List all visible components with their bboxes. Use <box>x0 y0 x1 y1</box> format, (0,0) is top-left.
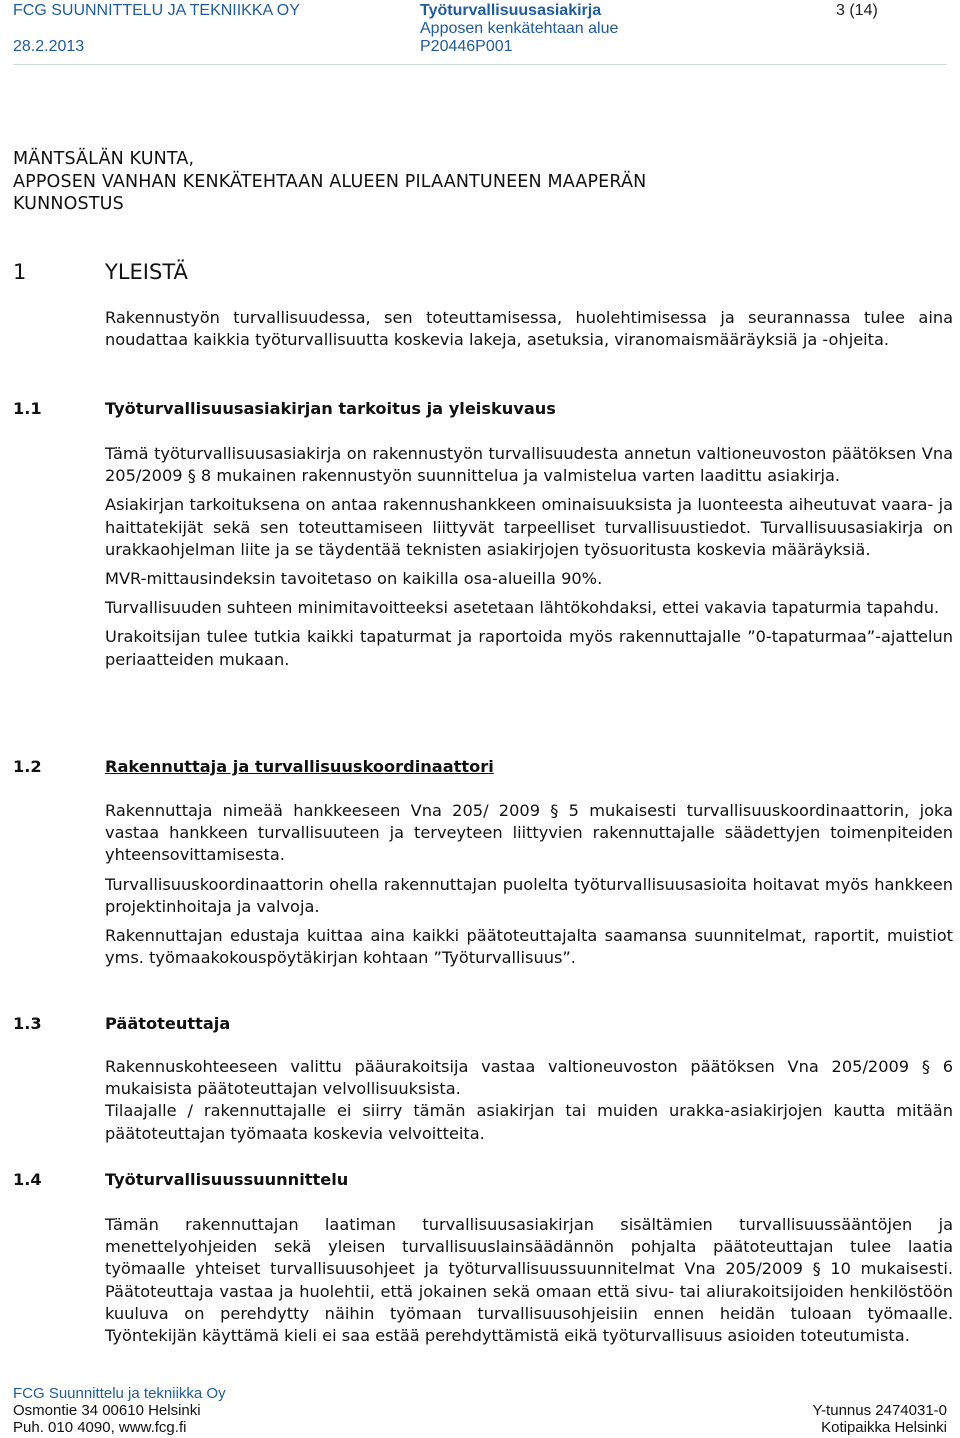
section-1-3-body <box>105 1056 953 1152</box>
paragraph: Turvallisuuskoordinaattorin ohella rakennuttajan puolelta työturvallisuusasioita hoitavat myös hankkeen projektinhoitaja ja valvoja. <box>105 874 953 916</box>
footer-company: FCG Suunnittelu ja tekniikka Oy <box>13 1385 226 1402</box>
header-project: Apposen kenkätehtaan alue <box>420 20 619 37</box>
section-1-2-body <box>105 800 953 976</box>
title-line: KUNNOSTUS <box>13 194 124 214</box>
section-title: YLEISTÄ <box>105 260 188 284</box>
section-number: 1 <box>13 260 27 284</box>
section-1-1-heading <box>13 399 556 419</box>
paragraph: Rakennuskohteeseen valittu pääurakoitsija vastaa valtioneuvoston päätöksen Vna 205/2009 § 6 mukaisista päätoteuttajan velvollisuuksista. <box>105 1057 953 1099</box>
section-number: 1.1 <box>13 399 42 418</box>
header-company: FCG SUUNNITTELU JA TEKNIIKKA OY <box>13 2 300 19</box>
section-1-4-heading <box>13 1170 348 1190</box>
header-doc-type: Työturvallisuusasiakirja <box>420 2 602 19</box>
section-1-4-body <box>105 1214 953 1354</box>
paragraph: Tilaajalle / rakennuttajalle ei siirry tämän asiakirjan tai muiden urakka-asiakirjojen kautta mitään päätoteuttajan työmaata koskevia velvoitteita. <box>105 1101 953 1143</box>
header-divider <box>13 64 947 65</box>
paragraph: Turvallisuuden suhteen minimitavoitteeksi asetetaan lähtökohdaksi, ettei vakavia tapaturmia tapahdu. <box>105 598 940 618</box>
paragraph: Asiakirjan tarkoituksena on antaa rakennushankkeen ominaisuuksista ja luonteesta aiheutuvat vaara- ja haittatekijät sekä sen toteuttamiseen liittyvät tarpeelliset turvallisuustiedot. Turvallisuusasiakirja on urakkaohjelman liite ja se täydentää teknisten asiakirjojen työsuoritusta koskevia määräyksiä. <box>105 495 953 559</box>
paragraph: Urakoitsijan tulee tutkia kaikki tapaturmat ja raportoida myös rakennuttajalle ”0-tapaturmaa”-ajattelun periaatteiden mukaan. <box>105 627 953 669</box>
section-1-1-body <box>105 443 953 678</box>
section-1-3-heading <box>13 1014 230 1034</box>
section-1-2-heading <box>13 757 494 777</box>
paragraph: MVR-mittausindeksin tavoitetaso on kaikilla osa-alueilla 90%. <box>105 569 603 589</box>
footer-contact: Puh. 010 4090, www.fcg.fi <box>13 1419 187 1436</box>
header-date: 28.2.2013 <box>13 38 85 55</box>
section-number: 1.4 <box>13 1170 42 1189</box>
footer-domicile: Kotipaikka Helsinki <box>821 1419 947 1436</box>
section-title: Työturvallisuussuunnittelu <box>105 1170 349 1189</box>
footer-business-id: Y-tunnus 2474031-0 <box>812 1402 947 1419</box>
section-1-heading <box>13 259 188 285</box>
paragraph: Rakennuttaja nimeää hankkeeseen Vna 205/ 2009 § 5 mukaisesti turvallisuuskoordinaattorin, joka vastaa hankkeen turvallisuuteen ja terveyteen liittyvien rakennuttajalle säädettyjen toimenpiteiden yhteensovittamisesta. <box>105 801 953 865</box>
header-page-number: 3 (14) <box>836 2 878 19</box>
section-title: Työturvallisuusasiakirjan tarkoitus ja yleiskuvaus <box>105 399 556 418</box>
section-number: 1.3 <box>13 1014 42 1033</box>
section-1-body <box>105 307 953 358</box>
document-title <box>13 148 646 216</box>
section-title: Päätoteuttaja <box>105 1014 231 1033</box>
header-project-code: P20446P001 <box>420 38 513 55</box>
title-line: MÄNTSÄLÄN KUNTA, <box>13 149 195 169</box>
footer-address: Osmontie 34 00610 Helsinki <box>13 1402 201 1419</box>
title-line: APPOSEN VANHAN KENKÄTEHTAAN ALUEEN PILAANTUNEEN MAAPERÄN <box>13 171 647 192</box>
section-title: Rakennuttaja ja turvallisuuskoordinaattori <box>105 757 494 776</box>
paragraph: Tämä työturvallisuusasiakirja on rakennustyön turvallisuudesta annetun valtioneuvoston päätöksen Vna 205/2009 § 8 mukainen rakennustyön suunnittelua ja valmistelua varten laadittu asiakirja. <box>105 444 953 486</box>
paragraph: Rakennustyön turvallisuudessa, sen toteuttamisessa, huolehtimisessa ja seurannassa tulee aina noudattaa kaikkia työturvallisuutta koskevia lakeja, asetuksia, viranomaismääräyksiä ja -ohjeita. <box>105 308 953 350</box>
paragraph: Tämän rakennuttajan laatiman turvallisuusasiakirjan sisältämien turvallisuussääntöjen ja menettelyohjeiden sekä yleisen turvallisuuslainsäädännön pohjalta päätoteuttajan tulee laatia työmaalle yhteiset turvallisuusohjeet ja työturvallisuussuunnitelmat Vna 205/2009 § 10 mukaisesti. Päätoteuttaja vastaa ja huolehtii, että jokainen sekä omaan että sivu- tai aliurakoitsijoiden henkilöstöön kuuluva on perehdytty näihin työmaan turvallisuusohjeisiin ennen heidän tuloaan työmaalle. Työntekijän käyttämä kieli ei saa estää perehdyttämistä eikä työturvallisuus asioiden toteutumista. <box>105 1215 953 1346</box>
section-number: 1.2 <box>13 757 42 776</box>
paragraph: Rakennuttajan edustaja kuittaa aina kaikki päätoteuttajalta saamansa suunnitelmat, raportit, muistiot yms. työmaakokouspöytäkirjan kohtaan ”Työturvallisuus”. <box>105 926 953 968</box>
